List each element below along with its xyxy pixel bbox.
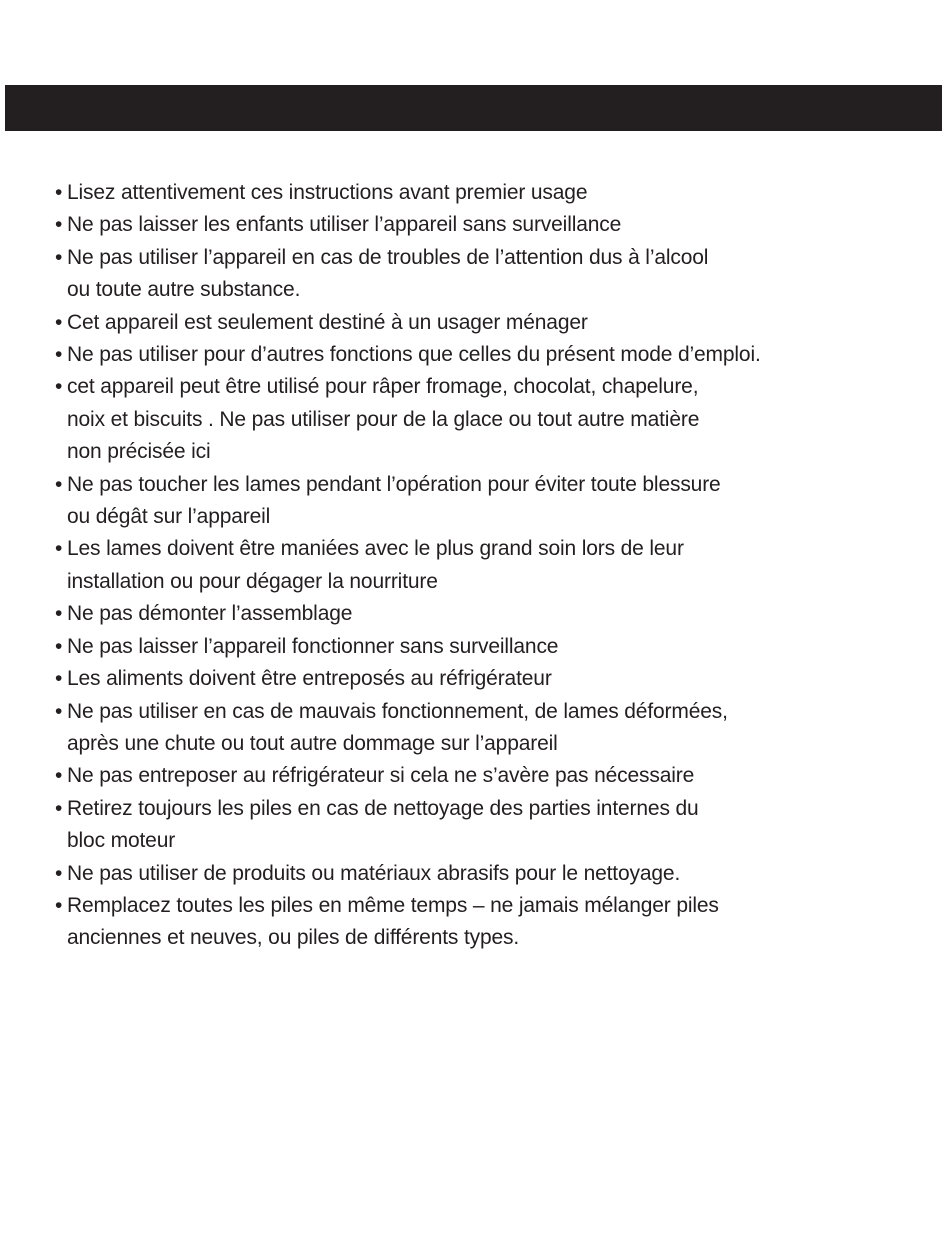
instruction-text-line: Retirez toujours les piles en cas de nettoyage des parties internes du bbox=[67, 796, 699, 820]
instruction-text-line: Ne pas toucher les lames pendant l’opération pour éviter toute blessure bbox=[67, 472, 721, 496]
instruction-item bbox=[55, 631, 935, 663]
instruction-text-line: Ne pas utiliser en cas de mauvais fonctionnement, de lames déformées, bbox=[67, 699, 728, 723]
bullet-icon: • bbox=[55, 375, 63, 399]
instruction-text-line: Ne pas utiliser de produits ou matériaux abrasifs pour le nettoyage. bbox=[67, 861, 681, 885]
instruction-text-line: Les aliments doivent être entreposés au réfrigérateur bbox=[67, 667, 552, 691]
instruction-text-line: Cet appareil est seulement destiné à un usager ménager bbox=[67, 310, 588, 334]
instruction-text-line: anciennes et neuves, ou piles de différents types. bbox=[67, 926, 520, 950]
instruction-text-line: ou dégât sur l’appareil bbox=[67, 505, 271, 529]
bullet-icon: • bbox=[55, 796, 63, 820]
bullet-icon: • bbox=[55, 764, 63, 788]
instruction-text-line: Lisez attentivement ces instructions avant premier usage bbox=[67, 181, 588, 204]
bullet-icon: • bbox=[55, 310, 63, 334]
header-bar bbox=[5, 85, 942, 131]
bullet-icon: • bbox=[55, 634, 63, 658]
instruction-text-line: après une chute ou tout autre dommage sur l’appareil bbox=[67, 731, 558, 755]
instruction-item bbox=[55, 663, 935, 695]
bullet-icon: • bbox=[55, 893, 63, 917]
instruction-item bbox=[55, 177, 935, 209]
instruction-text-line: Ne pas laisser les enfants utiliser l’appareil sans surveillance bbox=[67, 213, 622, 237]
instruction-text-line: non précisée ici bbox=[67, 440, 211, 464]
instruction-text-line: ou toute autre substance. bbox=[67, 278, 301, 302]
instruction-item bbox=[55, 469, 935, 534]
bullet-icon: • bbox=[55, 537, 63, 561]
bullet-icon: • bbox=[55, 472, 63, 496]
instruction-text-line: Ne pas laisser l’appareil fonctionner sans surveillance bbox=[67, 634, 559, 658]
instruction-item bbox=[55, 598, 935, 630]
bullet-icon: • bbox=[55, 213, 63, 237]
instruction-text-line: bloc moteur bbox=[67, 829, 176, 853]
instruction-text-line: Ne pas utiliser l’appareil en cas de troubles de l’attention dus à l’alcool bbox=[67, 245, 709, 269]
bullet-icon: • bbox=[55, 343, 63, 367]
safety-instructions-list bbox=[55, 177, 935, 955]
instruction-text-line: noix et biscuits . Ne pas utiliser pour de la glace ou tout autre matière bbox=[67, 407, 700, 431]
instruction-item bbox=[55, 307, 935, 339]
instruction-text-line: installation ou pour dégager la nourriture bbox=[67, 569, 438, 593]
instruction-text-line: Remplacez toutes les piles en même temps – ne jamais mélanger piles bbox=[67, 893, 719, 917]
instruction-item bbox=[55, 371, 935, 468]
instruction-text-line: Ne pas entreposer au réfrigérateur si cela ne s’avère pas nécessaire bbox=[67, 764, 695, 788]
bullet-icon: • bbox=[55, 181, 63, 204]
instruction-item bbox=[55, 242, 935, 307]
instruction-item bbox=[55, 533, 935, 598]
instruction-text-line: Les lames doivent être maniées avec le plus grand soin lors de leur bbox=[67, 537, 684, 561]
instruction-text-line: Ne pas démonter l’assemblage bbox=[67, 602, 353, 626]
instruction-item bbox=[55, 696, 935, 761]
instruction-item bbox=[55, 793, 935, 858]
instruction-text-line: cet appareil peut être utilisé pour râper fromage, chocolat, chapelure, bbox=[67, 375, 699, 399]
bullet-icon: • bbox=[55, 861, 63, 885]
bullet-icon: • bbox=[55, 667, 63, 691]
instruction-item bbox=[55, 890, 935, 955]
instruction-item bbox=[55, 339, 935, 371]
bullet-icon: • bbox=[55, 245, 63, 269]
bullet-icon: • bbox=[55, 699, 63, 723]
bullet-icon: • bbox=[55, 602, 63, 626]
instruction-item bbox=[55, 760, 935, 792]
instruction-item bbox=[55, 209, 935, 241]
instruction-text-line: Ne pas utiliser pour d’autres fonctions que celles du présent mode d’emploi. bbox=[67, 343, 761, 367]
instruction-item bbox=[55, 858, 935, 890]
